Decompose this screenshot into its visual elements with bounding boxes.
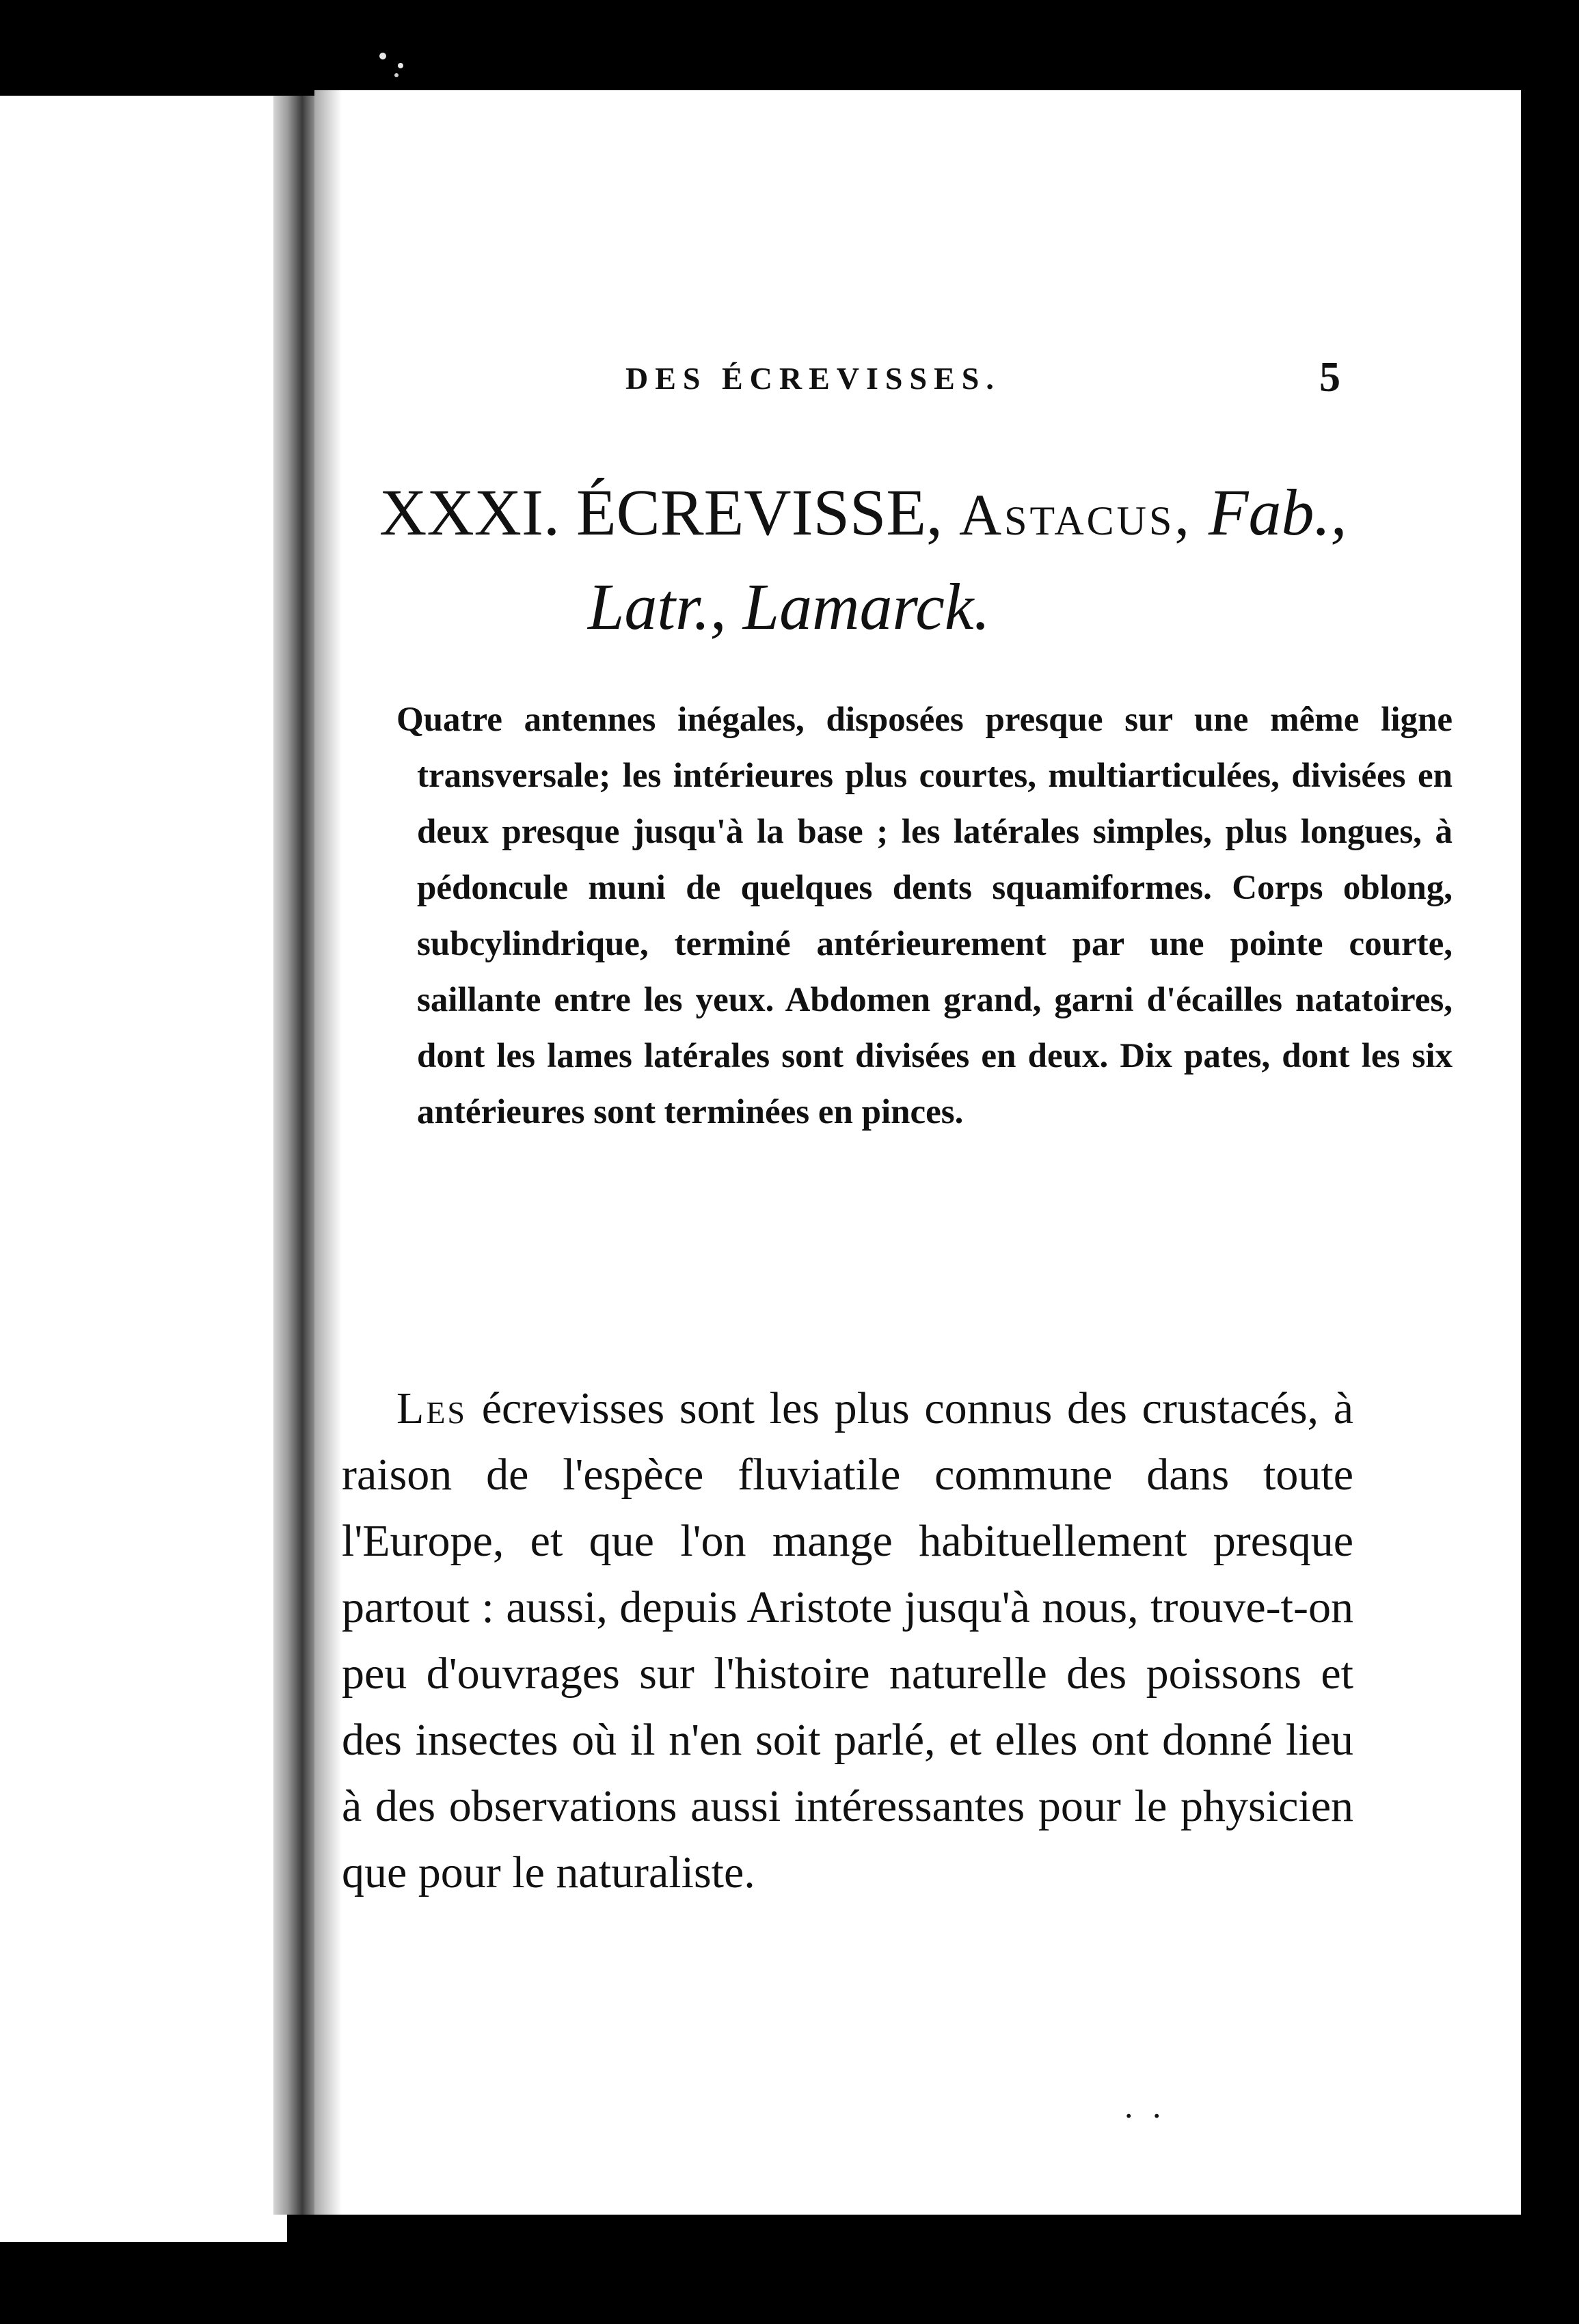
body-paragraph xyxy=(342,1375,1353,1906)
heading-genus-la: Astacus, xyxy=(959,482,1192,548)
heading-numeral: XXXI. xyxy=(379,476,560,549)
body-paragraph-text: écrevisses sont les plus connus des crustacés, à raison de l'espèce fluviatile commune dans toute l'Europe, et que l'on mange habituellement presque partout : aussi, depuis Aristote jusqu'à nous, trouve-t-on peu d'ouvrages sur l'histoire naturelle des poissons et des insectes où il n'en soit parlé, et elles ont donné lieu à des observations aussi intéressantes pour le physicien que pour le naturaliste. xyxy=(342,1383,1354,1897)
heading-authors-line: Latr., Lamarck. xyxy=(588,570,990,643)
speck xyxy=(379,53,386,59)
heading-author: Fab., xyxy=(1208,476,1347,549)
genus-heading xyxy=(379,476,1459,549)
speck xyxy=(394,73,399,77)
body-lead-word: Les xyxy=(396,1383,467,1433)
speck xyxy=(398,63,403,68)
genus-description: Quatre antennes inégales, disposées presque sur une même ligne transversale; les intérieures plus courtes, multiarticulées, divisées en deux presque jusqu'à la base ; les latérales simples, plus longues, à pédoncule muni de quelques dents squamiformes. Corps oblong, subcylindrique, terminé antérieurement par une pointe courte, saillante entre les yeux. Abdomen grand, garni d'écailles natatoires, dont les lames latérales sont divisées en deux. Dix pates, dont les six antérieures sont terminées en pinces. xyxy=(396,701,1453,1131)
running-head: DES ÉCREVISSES. xyxy=(625,361,1001,396)
signature-mark: . . xyxy=(1124,2087,1167,2125)
heading-genus-fr: ÉCREVISSE, xyxy=(576,476,943,549)
previous-page-blank xyxy=(0,96,287,2242)
page-number: 5 xyxy=(1319,354,1340,401)
book-page xyxy=(314,90,1521,2215)
page-edge-shadow xyxy=(314,90,342,2215)
